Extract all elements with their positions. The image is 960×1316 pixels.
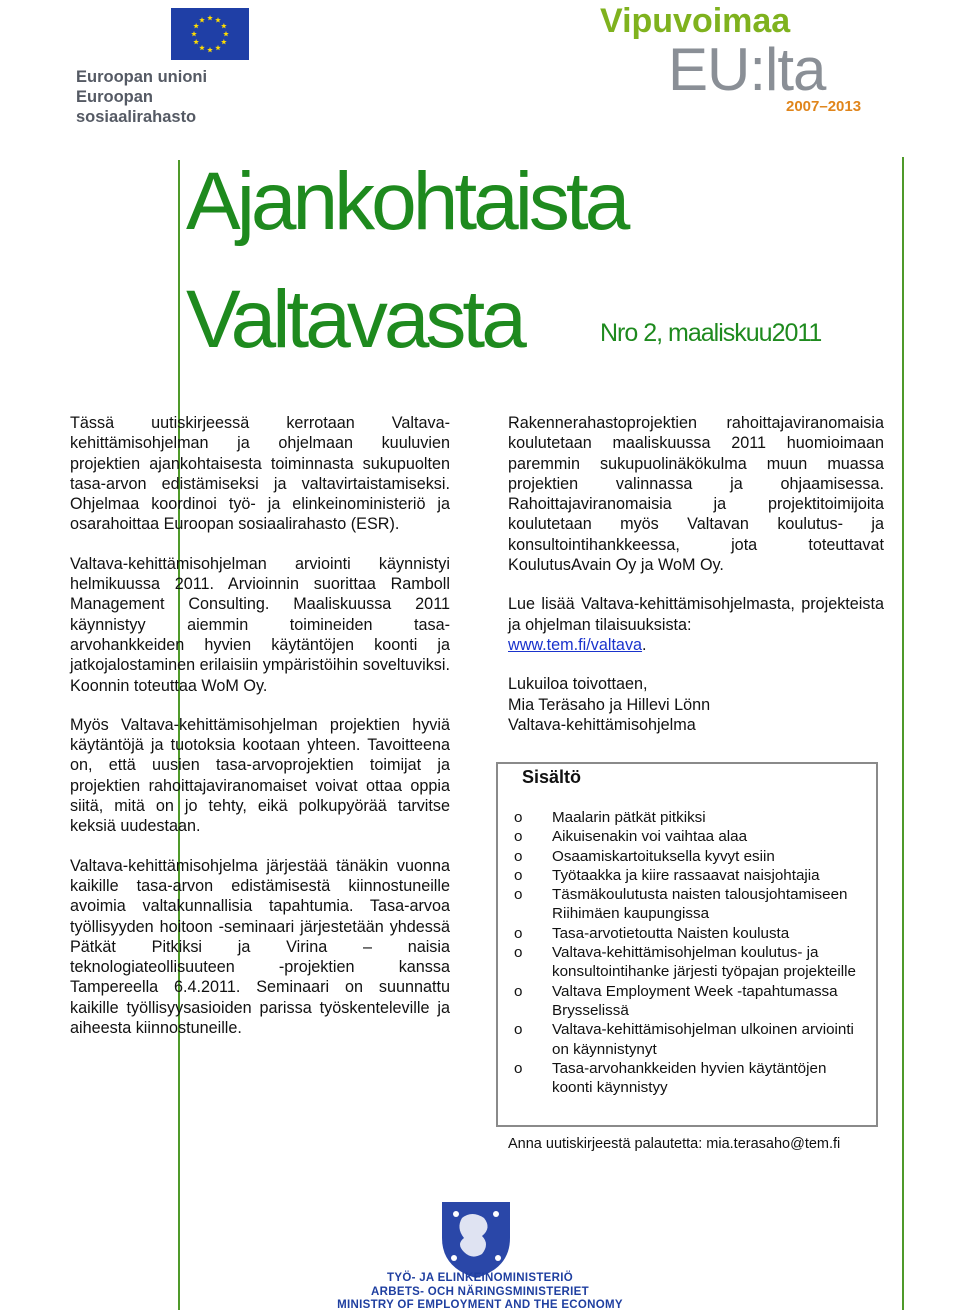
ministry-name-sv: ARBETS- OCH NÄRINGSMINISTERIET <box>371 1285 589 1298</box>
eu-logo-line-1: Euroopan unioni <box>76 68 208 86</box>
events-paragraph: Valtava-kehittämisohjelma järjestää tänäkin vuonna kaikille tasa-arvon edistämisestä kiinnostuneille avoimia valtakunnallisia tapahtumia. Tasa-arvoa työllisyyden hoitoon -seminaari järjestetään yhdessä Pätkät Pitkiksi ja Virina – naisia teknologiateollisuuteen -projektien kanssa Tampereella 6.4.2011. Seminaari on suunnattu kaikille työllisyysasioiden parissa työskenteleville ja aiheesta kiinnostuneille. <box>70 856 450 1038</box>
training-paragraph: Rakennerahastoprojektien rahoittajaviranomaisia koulutetaan maaliskuussa 2011 huomioimaan paremmin sukupuolinäkökulma muun muassa projektien valinnassa ja ohjaamisessa. Rahoittajaviranomaisia ja projektitoimijoita koulutetaan myös Valtavan koulutus- ja konsultointihankkeessa, jota toteuttavat KoulutusAvain Oy ja WoM Oy. <box>508 414 884 575</box>
eu-star-icon <box>193 39 199 44</box>
eu-star-icon <box>199 45 205 50</box>
eu-star-icon <box>199 17 205 22</box>
contents-item: o Täsmäkoulutusta naisten talousjohtamiseen Riihimäen kaupungissa <box>514 886 848 923</box>
coat-of-arms-logo <box>432 1198 520 1280</box>
contents-item: o Työtaakka ja kiire rassaavat naisjohtajia <box>514 866 820 884</box>
ministry-name-fi: TYÖ- JA ELINKEINOMINISTERIÖ <box>387 1272 573 1284</box>
newsletter-title-line-2: Valtavasta <box>186 274 523 365</box>
left-column <box>70 413 450 1057</box>
greeting: Lukuiloa toivottaen, <box>508 675 648 694</box>
contents-item: o Maalarin pätkät pitkiksi <box>514 809 706 826</box>
read-more-text: Lue lisää Valtava-kehittämisohjelmasta, projekteista ja ohjelman tilaisuuksista: <box>508 595 884 634</box>
signature-org: Valtava-kehittämisohjelma <box>508 715 696 734</box>
ministry-name-en: MINISTRY OF EMPLOYMENT AND THE ECONOMY <box>337 1299 623 1311</box>
good-practices-paragraph: Myös Valtava-kehittämisohjelman projektien hyviä käytäntöjä ja tuotoksia kootaan yhteen. Tavoitteena on, että uusien tasa-arvoprojektien toimijat ja projektien rahoittajaviranomaiset voivat ottaa oppia siitä, mitä on jo tehty, eikä polkupyörää tarvitse keksiä uudestaan. <box>70 715 450 836</box>
intro-paragraph: Tässä uutiskirjeessä kerrotaan Valtava-kehittämisohjelman ja ohjelmaan kuuluvien projektien ajankohtaisesta toiminnasta sukupuolten tasa-arvon edistämiseksi ja valtavirtaistamiseksi. Ohjelmaa koordinoi työ- ja elinkeinoministeriö ja osarahoittaa Euroopan sosiaalirahasto (ESR). <box>70 414 450 534</box>
contents-item: o Valtava-kehittämisohjelman ulkoinen arviointi on käynnistynyt <box>514 1021 854 1058</box>
contents-item: o Valtava Employment Week -tapahtumassa Brysselissä <box>514 982 838 1019</box>
eu-star-icon <box>193 23 199 28</box>
contents-title: Sisältö <box>522 767 582 787</box>
eu-star-icon <box>207 47 213 52</box>
bullet-icon: o <box>514 924 523 942</box>
eu-star-icon <box>221 23 227 28</box>
link-suffix: . <box>642 635 647 654</box>
bullet-icon: o <box>514 1021 523 1039</box>
contents-item: o Osaamiskartoituksella kyvyt esiin <box>514 847 775 865</box>
eu-star-icon <box>207 15 213 20</box>
evaluation-paragraph: Valtava-kehittämisohjelman arviointi käynnistyi helmikuussa 2011. Arvioinnin suorittaa Ramboll Management Consulting. Maaliskuussa 2011 käynnistyy aiemmin toimineiden tasa-arvohankkeiden hyvien käytäntöjen koonti ja jatkojalostaminen erilaisiin ympäristöihin soveltuviksi. Koonnin toteuttaa WoM Oy. <box>70 554 450 695</box>
bullet-icon: o <box>514 1059 523 1077</box>
bullet-icon: o <box>514 944 523 962</box>
contents-item: o Aikuisenakin voi vaihtaa alaa <box>514 828 748 846</box>
issue-number: Nro 2, maaliskuu2011 <box>600 319 822 347</box>
contents-item: o Tasa-arvohankkeiden hyvien käytäntöjen koonti käynnistyy <box>514 1059 827 1097</box>
eu-stars-icon <box>171 8 249 60</box>
eu-star-icon <box>223 31 229 36</box>
bullet-icon: o <box>514 866 523 884</box>
frame-line-right <box>902 157 904 1310</box>
eu-logo-line-2: Euroopan sosiaalirahasto <box>76 88 197 126</box>
ministry-name <box>280 1272 680 1313</box>
valtava-link[interactable]: www.tem.fi/valtava <box>508 635 643 654</box>
read-more-paragraph <box>508 594 884 655</box>
contents-item: o Tasa-arvotietoutta Naisten koulusta <box>514 924 790 942</box>
eu-star-icon <box>215 17 221 22</box>
feedback-line: Anna uutiskirjeestä palautetta: mia.terasaho@tem.fi <box>508 1136 841 1152</box>
eu-star-icon <box>215 45 221 50</box>
contents-list <box>514 808 864 1097</box>
newsletter-title-line-1: Ajankohtaista <box>186 156 627 247</box>
bullet-icon: o <box>514 847 523 865</box>
contents-item: o Valtava-kehittämisohjelman koulutus- ja konsultointihanke järjesti työpajan projekteille <box>514 944 856 981</box>
signature-block <box>508 674 884 735</box>
lion-crest-icon <box>432 1198 520 1280</box>
vipuvoimaa-logo-years: 2007–2013 <box>786 98 862 115</box>
bullet-icon: o <box>514 982 523 1000</box>
eu-star-icon <box>191 31 197 36</box>
vipuvoimaa-logo-title: Vipuvoimaa <box>600 2 791 40</box>
right-column <box>508 413 884 754</box>
eu-star-icon <box>221 39 227 44</box>
signers: Mia Teräsaho ja Hillevi Lönn <box>508 695 711 714</box>
bullet-icon: o <box>514 809 523 826</box>
eu-logo-text <box>76 67 276 127</box>
eu-flag-logo <box>171 8 249 60</box>
bullet-icon: o <box>514 828 523 846</box>
vipuvoimaa-logo-eu: EU:lta <box>668 36 826 103</box>
bullet-icon: o <box>514 886 523 904</box>
